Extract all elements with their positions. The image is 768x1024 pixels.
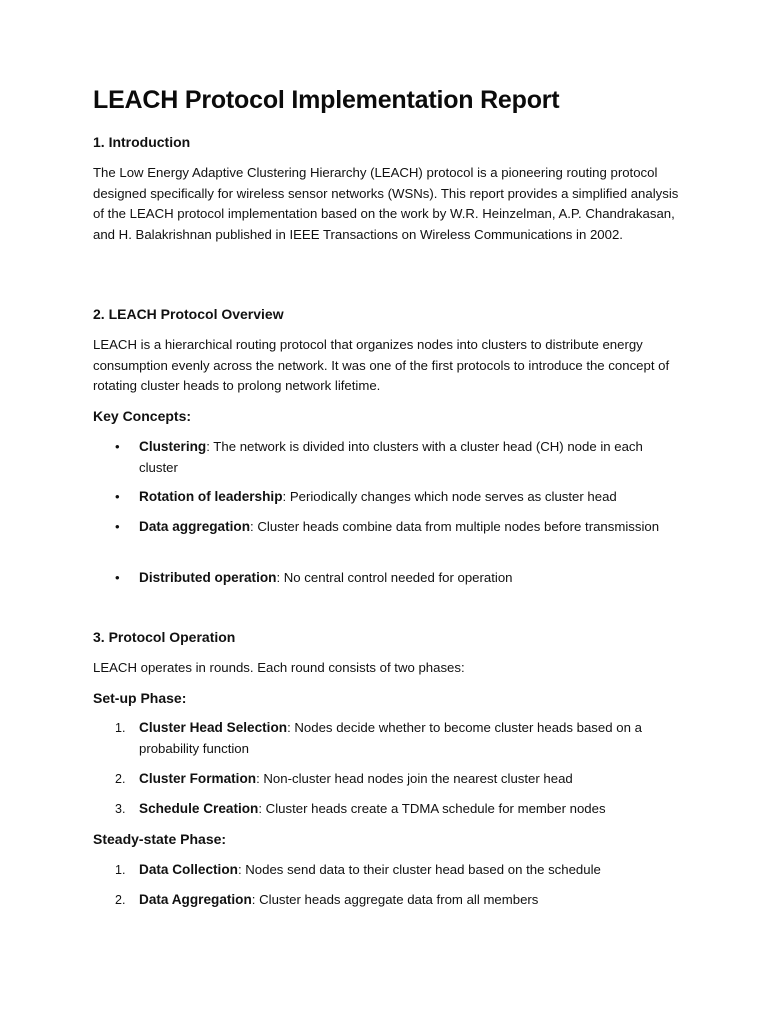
section-heading-overview: 2. LEACH Protocol Overview: [93, 306, 284, 322]
concept-term: Clustering: [139, 439, 207, 454]
list-number: 3.: [115, 802, 126, 816]
list-number: 2.: [115, 772, 126, 786]
step-term: Data Aggregation: [139, 892, 252, 907]
concept-term: Distributed operation: [139, 570, 277, 585]
list-number: 1.: [115, 721, 126, 735]
bullet-icon: •: [115, 489, 120, 504]
concept-description: : The network is divided into clusters with a cluster head (CH) node in each cluster: [139, 439, 643, 475]
step-term: Data Collection: [139, 862, 238, 877]
document-title: LEACH Protocol Implementation Report: [93, 86, 560, 114]
step-description: : Nodes decide whether to become cluster heads based on a probability function: [139, 720, 642, 756]
operation-paragraph: LEACH operates in rounds. Each round consists of two phases:: [93, 660, 465, 675]
section-heading-introduction: 1. Introduction: [93, 134, 191, 150]
list-number: 1.: [115, 863, 126, 877]
section-heading-operation: 3. Protocol Operation: [93, 629, 236, 645]
step-description: : Nodes send data to their cluster head based on the schedule: [237, 862, 601, 877]
bullet-icon: •: [115, 570, 120, 585]
step-term: Cluster Formation: [139, 771, 257, 786]
concept-term: Data aggregation: [139, 519, 251, 534]
bullet-icon: •: [115, 439, 120, 454]
step-description: : Cluster heads create a TDMA schedule for member nodes: [258, 801, 606, 816]
key-concepts-heading: Key Concepts:: [93, 408, 192, 424]
overview-paragraph: LEACH is a hierarchical routing protocol that organizes nodes into clusters to distribute energy consumption evenly across the network. It was one of the first protocols to introduce the concept of rotating cluster heads to prolong network lifetime.: [93, 337, 670, 394]
step-description: : Non-cluster head nodes join the nearest cluster head: [256, 771, 573, 786]
setup-phase-heading: Set-up Phase:: [93, 690, 187, 706]
concept-term: Rotation of leadership: [139, 489, 283, 504]
bullet-icon: •: [115, 519, 120, 534]
step-term: Cluster Head Selection: [139, 720, 288, 735]
list-number: 2.: [115, 893, 126, 907]
concept-description: : Cluster heads combine data from multiple nodes before transmission: [250, 519, 660, 534]
step-description: : Cluster heads aggregate data from all members: [251, 892, 539, 907]
introduction-paragraph: The Low Energy Adaptive Clustering Hierarchy (LEACH) protocol is a pioneering routing protocol designed specifically for wireless sensor networks (WSNs). This report provides a simplified analysis of the LEACH protocol implementation based on the work by W.R. Heinzelman, A.P. Chandrakasan, and H. Balakrishnan published in IEEE Transactions on Wireless Communications in 2002.: [93, 165, 679, 242]
concept-description: : No central control needed for operation: [276, 570, 513, 585]
steady-state-phase-heading: Steady-state Phase:: [93, 831, 227, 847]
concept-description: : Periodically changes which node serves as cluster head: [282, 489, 617, 504]
step-term: Schedule Creation: [139, 801, 259, 816]
